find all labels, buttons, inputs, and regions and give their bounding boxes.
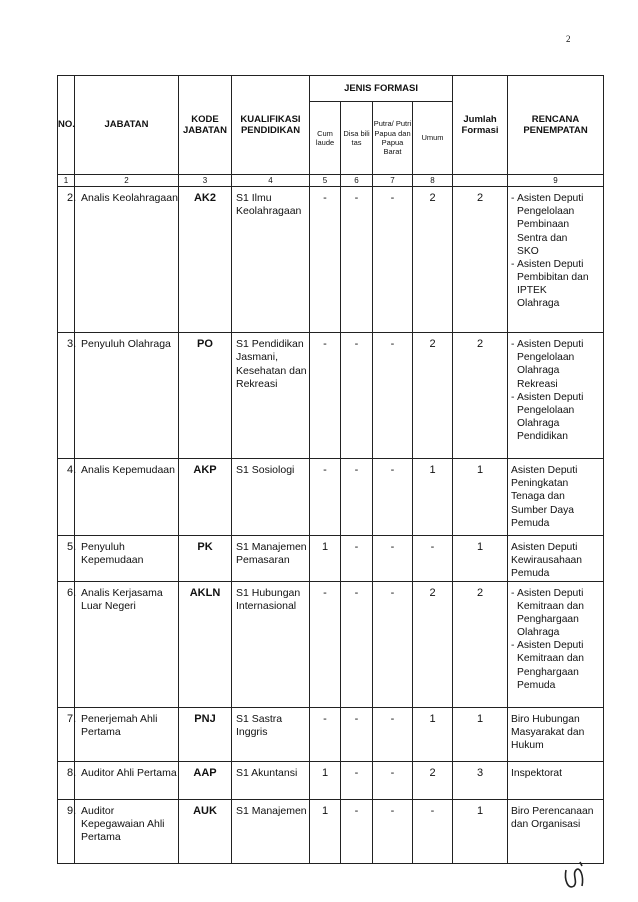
row-umum: 1	[413, 707, 453, 761]
header-kualifikasi: KUALIFIKASI PENDIDIKAN	[232, 76, 310, 175]
row-kode: AKP	[179, 459, 232, 536]
row-kualifikasi: S1 Akuntansi	[232, 761, 310, 799]
row-kode: AK2	[179, 187, 232, 333]
table-row	[58, 536, 604, 582]
col-num: 5	[310, 175, 341, 187]
row-umum: 2	[413, 333, 453, 459]
row-cumlaude: -	[310, 459, 341, 536]
table-row	[58, 799, 604, 863]
row-cumlaude: -	[310, 581, 341, 707]
row-kualifikasi: S1 Ilmu Keolahragaan	[232, 187, 310, 333]
row-jabatan: Analis Keolahragaan	[75, 187, 179, 333]
row-disabilitas: -	[341, 581, 373, 707]
row-jabatan: Auditor Ahli Pertama	[75, 761, 179, 799]
col-num: 6	[341, 175, 373, 187]
row-no: 7.	[58, 707, 75, 761]
row-kode: PNJ	[179, 707, 232, 761]
table-row	[58, 707, 604, 761]
col-num: 2	[75, 175, 179, 187]
row-umum: 2	[413, 761, 453, 799]
row-jabatan: Analis Kerjasama Luar Negeri	[75, 581, 179, 707]
row-umum: -	[413, 799, 453, 863]
row-papua: -	[373, 799, 413, 863]
row-kode: AUK	[179, 799, 232, 863]
row-kualifikasi: S1 Hubungan Internasional	[232, 581, 310, 707]
row-papua: -	[373, 536, 413, 582]
col-num: 7	[373, 175, 413, 187]
header-cumlaude: Cum laude	[310, 102, 341, 175]
row-papua: -	[373, 581, 413, 707]
row-disabilitas: -	[341, 187, 373, 333]
row-disabilitas: -	[341, 536, 373, 582]
col-num: 3	[179, 175, 232, 187]
row-papua: -	[373, 187, 413, 333]
row-jumlah: 1	[453, 536, 508, 582]
col-num: 8	[413, 175, 453, 187]
header-disabilitas: Disa bili tas	[341, 102, 373, 175]
row-jumlah: 3	[453, 761, 508, 799]
row-disabilitas: -	[341, 459, 373, 536]
row-no: 6.	[58, 581, 75, 707]
row-cumlaude: 1	[310, 799, 341, 863]
row-cumlaude: -	[310, 707, 341, 761]
row-rencana: - Asisten Deputi Kemitraan dan Penghargaan Olahraga - Asisten Deputi Kemitraan dan Penghargaan Pemuda	[508, 581, 604, 707]
row-kualifikasi: S1 Manajemen Pemasaran	[232, 536, 310, 582]
row-kode: AAP	[179, 761, 232, 799]
table-row	[58, 333, 604, 459]
header-kode: KODE JABATAN	[179, 76, 232, 175]
row-kualifikasi: S1 Sastra Inggris	[232, 707, 310, 761]
row-no: 4.	[58, 459, 75, 536]
header-jumlah: Jumlah Formasi	[453, 76, 508, 175]
table-row	[58, 581, 604, 707]
row-rencana: - Asisten Deputi Pengelolaan Olahraga Rekreasi - Asisten Deputi Pengelolaan Olahraga Pendidikan	[508, 333, 604, 459]
row-jumlah: 2	[453, 187, 508, 333]
row-cumlaude: -	[310, 333, 341, 459]
row-jumlah: 1	[453, 707, 508, 761]
row-rencana: Biro Hubungan Masyarakat dan Hukum	[508, 707, 604, 761]
row-disabilitas: -	[341, 799, 373, 863]
formasi-table	[57, 75, 604, 864]
page-number: 2	[566, 34, 571, 44]
header-jabatan: JABATAN	[75, 76, 179, 175]
row-jabatan: Analis Kepemudaan	[75, 459, 179, 536]
row-no: 8.	[58, 761, 75, 799]
column-number-row	[58, 175, 604, 187]
row-jabatan: Penyuluh Olahraga	[75, 333, 179, 459]
row-rencana: - Asisten Deputi Pengelolaan Pembinaan Sentra dan SKO - Asisten Deputi Pembibitan dan IPTEK Olahraga	[508, 187, 604, 333]
row-jumlah: 1	[453, 799, 508, 863]
row-papua: -	[373, 333, 413, 459]
header-umum: Umum	[413, 102, 453, 175]
row-rencana: Asisten Deputi Kewirausahaan Pemuda	[508, 536, 604, 582]
row-papua: -	[373, 761, 413, 799]
table-row	[58, 459, 604, 536]
table-row	[58, 187, 604, 333]
row-no: 9.	[58, 799, 75, 863]
header-papua: Putra/ Putri Papua dan Papua Barat	[373, 102, 413, 175]
row-kualifikasi: S1 Pendidikan Jasmani, Kesehatan dan Rekreasi	[232, 333, 310, 459]
row-cumlaude: 1	[310, 536, 341, 582]
row-jumlah: 1	[453, 459, 508, 536]
row-kode: AKLN	[179, 581, 232, 707]
col-num: 4	[232, 175, 310, 187]
row-jabatan: Penyuluh Kepemudaan	[75, 536, 179, 582]
row-kualifikasi: S1 Sosiologi	[232, 459, 310, 536]
row-no: 2.	[58, 187, 75, 333]
row-rencana: Inspektorat	[508, 761, 604, 799]
row-kualifikasi: S1 Manajemen	[232, 799, 310, 863]
row-rencana: Asisten Deputi Peningkatan Tenaga dan Sumber Daya Pemuda	[508, 459, 604, 536]
row-cumlaude: 1	[310, 761, 341, 799]
signature-initial	[560, 856, 590, 896]
row-jumlah: 2	[453, 581, 508, 707]
col-num	[453, 175, 508, 187]
row-no: 5.	[58, 536, 75, 582]
rencana-item: Asisten Deputi Kemitraan dan Penghargaan Olahraga	[517, 587, 585, 639]
row-cumlaude: -	[310, 187, 341, 333]
row-disabilitas: -	[341, 333, 373, 459]
header-jenis-formasi: JENIS FORMASI	[310, 76, 453, 102]
header-no: NO.	[58, 76, 75, 175]
row-kode: PK	[179, 536, 232, 582]
row-no: 3.	[58, 333, 75, 459]
row-papua: -	[373, 459, 413, 536]
rencana-item: Asisten Deputi Pengelolaan Olahraga Rekreasi	[517, 339, 584, 390]
row-umum: 2	[413, 187, 453, 333]
row-umum: 2	[413, 581, 453, 707]
row-umum: 1	[413, 459, 453, 536]
rencana-item: Asisten Deputi Pengelolaan Olahraga Pendidikan	[517, 391, 584, 443]
row-umum: -	[413, 536, 453, 582]
row-jumlah: 2	[453, 333, 508, 459]
row-rencana: Biro Perencanaan dan Organisasi	[508, 799, 604, 863]
col-num: 9	[508, 175, 604, 187]
row-papua: -	[373, 707, 413, 761]
rencana-item: Asisten Deputi Kemitraan dan Penghargaan Pemuda	[517, 640, 585, 691]
row-disabilitas: -	[341, 761, 373, 799]
row-disabilitas: -	[341, 707, 373, 761]
header-rencana: RENCANA PENEMPATAN	[508, 76, 604, 175]
row-jabatan: Auditor Kepegawaian Ahli Pertama	[75, 799, 179, 863]
col-num: 1	[58, 175, 75, 187]
rencana-item: Asisten Deputi Pengelolaan Pembinaan Sentra dan SKO	[517, 193, 584, 257]
table-row	[58, 761, 604, 799]
rencana-item: Asisten Deputi Pembibitan dan IPTEK Olahraga	[517, 258, 589, 310]
row-jabatan: Penerjemah Ahli Pertama	[75, 707, 179, 761]
row-kode: PO	[179, 333, 232, 459]
